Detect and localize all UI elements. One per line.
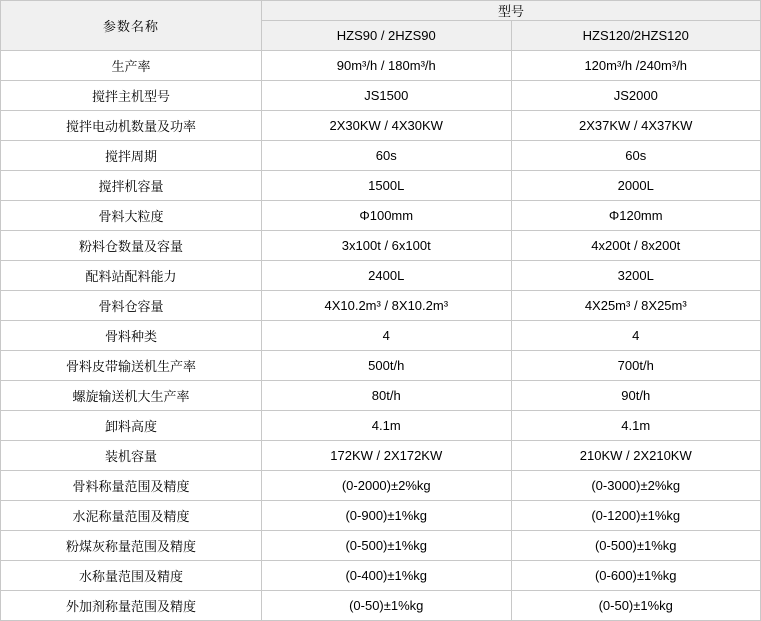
table-row	[1, 201, 761, 231]
row-label: 搅拌周期	[1, 141, 262, 171]
row-value-1: 90m³/h / 180m³/h	[262, 51, 512, 81]
row-label: 骨料大粒度	[1, 201, 262, 231]
row-label: 骨料仓容量	[1, 291, 262, 321]
parameter-name-header: 参数名称	[1, 1, 262, 51]
row-value-1: 500t/h	[262, 351, 512, 381]
row-value-2: 120m³/h /240m³/h	[511, 51, 761, 81]
row-value-1: 4	[262, 321, 512, 351]
row-value-1: 2400L	[262, 261, 512, 291]
row-value-2: 4.1m	[511, 411, 761, 441]
table-row	[1, 261, 761, 291]
table-header-row-1	[1, 1, 761, 21]
table-row	[1, 321, 761, 351]
row-label: 粉煤灰称量范围及精度	[1, 531, 262, 561]
row-value-1: 4X10.2m³ / 8X10.2m³	[262, 291, 512, 321]
row-value-2: 3200L	[511, 261, 761, 291]
row-value-1: 172KW / 2X172KW	[262, 441, 512, 471]
table-row	[1, 411, 761, 441]
row-value-1: 3x100t / 6x100t	[262, 231, 512, 261]
row-label: 搅拌主机型号	[1, 81, 262, 111]
table-row	[1, 81, 761, 111]
row-label: 骨料皮带输送机生产率	[1, 351, 262, 381]
table-row	[1, 141, 761, 171]
row-value-1: (0-400)±1%kg	[262, 561, 512, 591]
row-value-2: 2000L	[511, 171, 761, 201]
row-value-1: 4.1m	[262, 411, 512, 441]
row-value-1: 1500L	[262, 171, 512, 201]
table-row	[1, 291, 761, 321]
table-row	[1, 171, 761, 201]
table-row	[1, 501, 761, 531]
row-value-2: 4x200t / 8x200t	[511, 231, 761, 261]
row-value-1: (0-2000)±2%kg	[262, 471, 512, 501]
row-label: 配料站配料能力	[1, 261, 262, 291]
model-column-header-2: HZS120/2HZS120	[511, 21, 761, 51]
row-value-2: JS2000	[511, 81, 761, 111]
row-value-2: (0-3000)±2%kg	[511, 471, 761, 501]
table-row	[1, 471, 761, 501]
row-value-2: 4X25m³ / 8X25m³	[511, 291, 761, 321]
row-value-1: 2X30KW / 4X30KW	[262, 111, 512, 141]
row-value-2: 90t/h	[511, 381, 761, 411]
row-label: 螺旋输送机大生产率	[1, 381, 262, 411]
row-value-2: 2X37KW / 4X37KW	[511, 111, 761, 141]
row-label: 搅拌电动机数量及功率	[1, 111, 262, 141]
table-row	[1, 591, 761, 621]
table-row	[1, 351, 761, 381]
row-value-1: (0-900)±1%kg	[262, 501, 512, 531]
row-value-1: Φ100mm	[262, 201, 512, 231]
table-row	[1, 381, 761, 411]
row-value-2: (0-500)±1%kg	[511, 531, 761, 561]
row-label: 骨料种类	[1, 321, 262, 351]
row-value-1: (0-50)±1%kg	[262, 591, 512, 621]
row-value-2: (0-1200)±1%kg	[511, 501, 761, 531]
row-value-1: JS1500	[262, 81, 512, 111]
row-label: 外加剂称量范围及精度	[1, 591, 262, 621]
row-value-2: 60s	[511, 141, 761, 171]
row-label: 粉料仓数量及容量	[1, 231, 262, 261]
model-header: 型号	[262, 1, 761, 21]
row-value-2: (0-600)±1%kg	[511, 561, 761, 591]
row-value-2: 700t/h	[511, 351, 761, 381]
row-value-2: (0-50)±1%kg	[511, 591, 761, 621]
table-row	[1, 231, 761, 261]
table-body	[1, 1, 761, 621]
row-value-1: 60s	[262, 141, 512, 171]
row-label: 卸料高度	[1, 411, 262, 441]
row-label: 生产率	[1, 51, 262, 81]
row-label: 水称量范围及精度	[1, 561, 262, 591]
row-value-1: (0-500)±1%kg	[262, 531, 512, 561]
table-row	[1, 51, 761, 81]
row-value-1: 80t/h	[262, 381, 512, 411]
row-label: 水泥称量范围及精度	[1, 501, 262, 531]
row-label: 搅拌机容量	[1, 171, 262, 201]
table-row	[1, 531, 761, 561]
table-row	[1, 561, 761, 591]
row-value-2: 4	[511, 321, 761, 351]
row-value-2: Φ120mm	[511, 201, 761, 231]
row-label: 装机容量	[1, 441, 262, 471]
model-column-header-1: HZS90 / 2HZS90	[262, 21, 512, 51]
row-label: 骨料称量范围及精度	[1, 471, 262, 501]
row-value-2: 210KW / 2X210KW	[511, 441, 761, 471]
table-row	[1, 111, 761, 141]
table-row	[1, 441, 761, 471]
